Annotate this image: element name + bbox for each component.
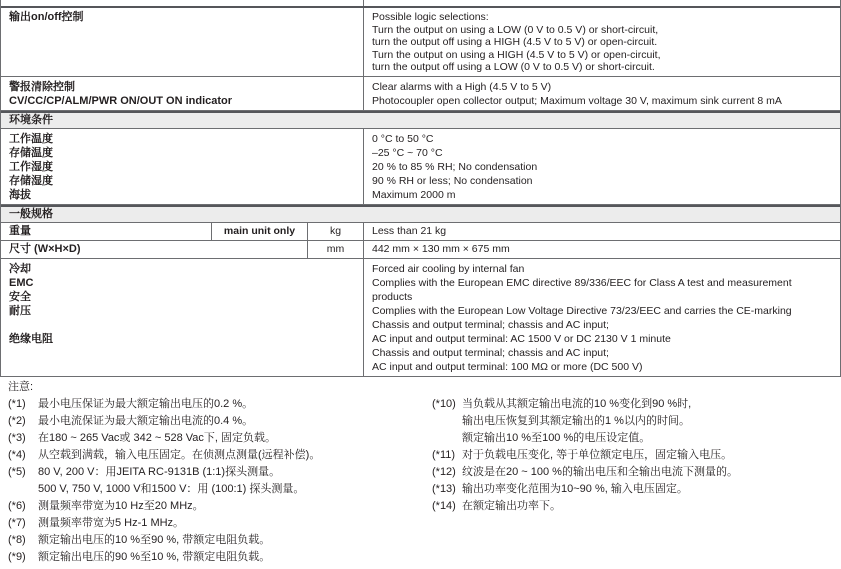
footnote <box>8 515 833 532</box>
row-label: 输出on/off控制 <box>9 11 84 23</box>
footnote-tag: (*5) <box>8 466 26 478</box>
table-row-environment <box>1 129 840 205</box>
value-line: Less than 21 kg <box>372 224 447 237</box>
value-line: turn the output off using a HIGH (4.5 V to 5 V) or open-circuit. <box>372 36 658 48</box>
footnote-text: 输出电压恢复到其额定输出的1 %以内的时间。 <box>462 415 690 427</box>
section-header-general: 一般规格 <box>1 205 840 223</box>
footnote-tag <box>432 413 462 430</box>
truncated-value-cell <box>364 0 840 6</box>
footnote-text: 额定输出电压的10 %至90 %, 带额定电阻负载。 <box>38 534 271 546</box>
footnote-text: 500 V, 750 V, 1000 V和1500 V：用 (100:1) 探头测量。 <box>38 483 305 495</box>
row-value-cell <box>364 8 840 76</box>
dimensions-unit-cell: mm <box>308 241 364 258</box>
weight-unit-cell: kg <box>308 223 364 240</box>
value-line: Forced air cooling by internal fan <box>372 262 525 275</box>
footnotes-title: 注意: <box>8 381 34 393</box>
footnote-tag: (*2) <box>8 415 26 427</box>
footnote <box>432 396 832 413</box>
footnote-text: 从空载到满载，输入电压固定。在侦测点测量(远程补偿)。 <box>38 449 321 461</box>
value-line: AC input and output terminal: AC 1500 V or DC 2130 V 1 minute <box>372 332 671 345</box>
footnote-tag: (*12) <box>432 466 456 478</box>
row-label: 工作温度 <box>9 132 53 145</box>
value-line: turn the output off using a LOW (0 V to 0.5 V) or short-circuit. <box>372 61 655 73</box>
footnote-tag: (*4) <box>8 449 26 461</box>
value-line: Clear alarms with a High (4.5 V to 5 V) <box>372 80 552 93</box>
row-label: 安全 <box>9 290 31 303</box>
row-value-cell <box>364 241 840 258</box>
footnote-text: 在额定输出功率下。 <box>462 500 561 512</box>
footnote-text: 测量频率带宽为10 Hz至20 MHz。 <box>38 500 204 512</box>
footnote-tag <box>8 481 38 498</box>
truncated-label-cell <box>1 0 364 6</box>
row-label: 存储温度 <box>9 146 53 159</box>
row-label: EMC <box>9 276 34 289</box>
footnote-tag: (*11) <box>432 449 456 461</box>
row-value-cell <box>364 129 840 204</box>
row-label: 耐压 <box>9 304 31 317</box>
footnote-text: 最小电流保证为最大额定输出电流的0.4 %。 <box>38 415 254 427</box>
section-header-environment: 环境条件 <box>1 111 840 129</box>
footnote-text: 在180 ~ 265 Vac或 342 ~ 528 Vac下, 固定负载。 <box>38 432 277 444</box>
footnote-text: 最小电压保证为最大额定输出电压的0.2 %。 <box>38 398 254 410</box>
footnote <box>8 532 833 549</box>
footnote-tag: (*8) <box>8 534 26 546</box>
value-line: Turn the output on using a LOW (0 V to 0.5 V) or short-circuit, <box>372 23 659 36</box>
footnote <box>8 549 833 566</box>
row-label-cell <box>1 259 364 376</box>
row-value-cell <box>364 223 840 240</box>
table-row-dimensions <box>1 241 840 259</box>
value-line: Photocoupler open collector output; Maximum voltage 30 V, maximum sink current 8 mA <box>372 94 782 107</box>
footnote-tag: (*6) <box>8 500 26 512</box>
value-line: 0 °C to 50 °C <box>372 132 434 145</box>
footnote-text: 测量频率带宽为5 Hz-1 MHz。 <box>38 517 185 529</box>
footnote-text: 额定输出10 %至100 %的电压设定值。 <box>462 432 651 444</box>
row-label: 冷却 <box>9 262 31 275</box>
footnote-tag: (*7) <box>8 517 26 529</box>
footnote <box>432 430 832 447</box>
row-label: 警报清除控制 <box>9 80 75 93</box>
row-label: CV/CC/CP/ALM/PWR ON/OUT ON indicator <box>9 94 233 107</box>
footnote-tag <box>432 430 462 447</box>
value-line: Chassis and output terminal; chassis and AC input; <box>372 318 609 331</box>
row-label-cell <box>1 77 364 110</box>
table-row-output-control <box>1 8 840 77</box>
footnote-tag: (*9) <box>8 551 26 563</box>
value-line: Complies with the European Low Voltage Directive 73/23/EEC and carries the CE-marking <box>372 304 792 317</box>
value-line: –25 °C ~ 70 °C <box>372 146 443 159</box>
footnote-tag: (*13) <box>432 483 456 495</box>
row-label-cell <box>1 223 212 240</box>
footnote <box>432 447 832 464</box>
footnote <box>432 464 832 481</box>
table-row-weight <box>1 223 840 241</box>
value-line: Possible logic selections: <box>372 11 489 23</box>
footnote-text: 额定输出电压的90 %至10 %, 带额定电阻负载。 <box>38 551 271 563</box>
footnotes <box>8 379 833 566</box>
footnote <box>432 498 832 515</box>
row-label-cell <box>1 129 364 204</box>
value-line: AC input and output terminal: 100 MΩ or more (DC 500 V) <box>372 360 643 373</box>
footnote <box>432 481 832 498</box>
table-row-general-specs <box>1 259 840 376</box>
footnote-tag: (*3) <box>8 432 26 444</box>
value-line: 442 mm × 130 mm × 675 mm <box>372 242 510 255</box>
row-label-cell <box>1 8 364 76</box>
value-line: 90 % RH or less; No condensation <box>372 174 533 187</box>
row-label: 重量 <box>9 224 31 237</box>
value-line: Chassis and output terminal; chassis and AC input; <box>372 346 609 359</box>
value-line: Maximum 2000 m <box>372 188 456 201</box>
footnote-column-right <box>432 396 832 515</box>
value-line: 20 % to 85 % RH; No condensation <box>372 160 538 173</box>
footnote-tag: (*10) <box>432 398 456 410</box>
footnotes-body <box>8 396 833 566</box>
value-line: Complies with the European EMC directive 89/336/EEC for Class A test and measurement products <box>372 276 792 303</box>
footnote-text: 当负载从其额定输出电流的10 %变化到90 %时, <box>462 398 692 410</box>
row-label-cell <box>1 241 308 258</box>
row-label: 海拔 <box>9 188 31 201</box>
footnote-text: 对于负载电压变化, 等于单位额定电压，固定输入电压。 <box>462 449 733 461</box>
row-value-cell <box>364 259 840 376</box>
footnote <box>432 413 832 430</box>
table-row-alarm-control <box>1 77 840 111</box>
weight-qualifier-cell: main unit only <box>212 223 308 240</box>
footnote-text: 80 V, 200 V：用JEITA RC-9131B (1:1)探头测量。 <box>38 466 281 478</box>
row-value-cell <box>364 77 840 110</box>
row-label: 存储湿度 <box>9 174 53 187</box>
row-label: 工作湿度 <box>9 160 53 173</box>
row-label: 绝缘电阻 <box>9 332 53 345</box>
footnote-text: 输出功率变化范围为10~90 %, 输入电压固定。 <box>462 483 688 495</box>
row-label <box>9 318 357 332</box>
footnote-text: 纹波是在20 ~ 100 %的输出电压和全输出电流下测量的。 <box>462 466 738 478</box>
row-label <box>9 346 357 360</box>
footnote-tag: (*14) <box>432 500 456 512</box>
footnote-tag: (*1) <box>8 398 26 410</box>
truncated-row <box>1 0 840 8</box>
row-label: 尺寸 (W×H×D) <box>9 242 81 255</box>
value-line: Turn the output on using a HIGH (4.5 V to 5 V) or open-circuit, <box>372 48 661 61</box>
